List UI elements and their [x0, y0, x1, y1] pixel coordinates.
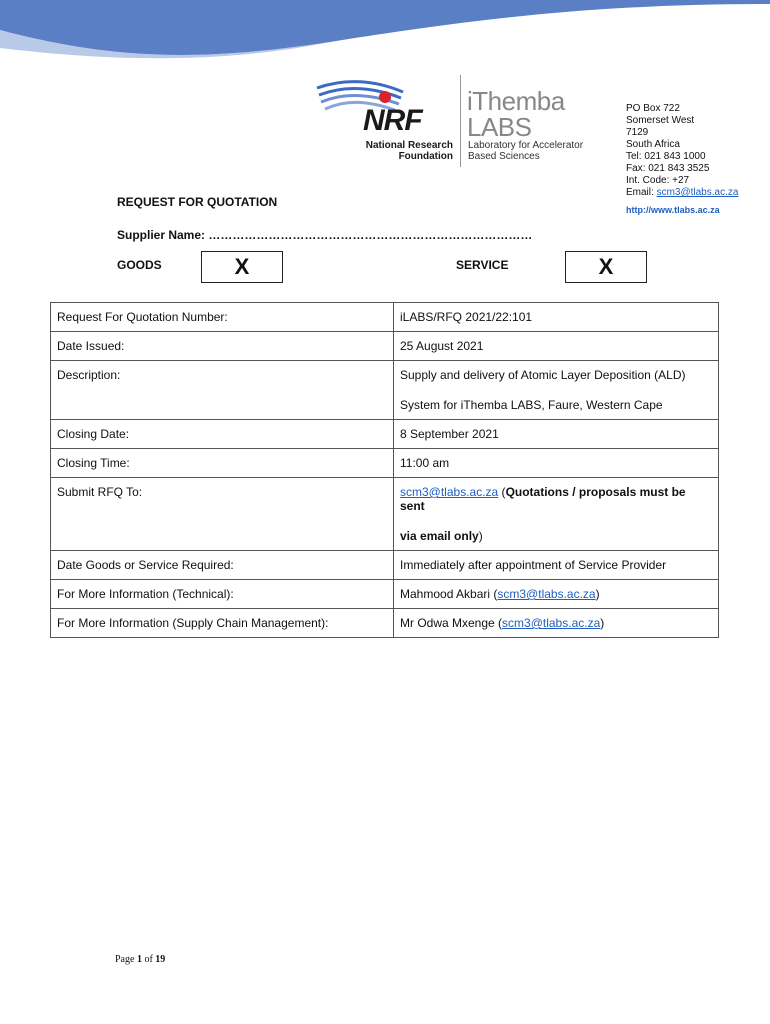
row-key: For More Information (Supply Chain Management):: [51, 609, 394, 638]
table-row: [51, 609, 719, 638]
page-number: Page 1 of 19: [115, 954, 166, 965]
row-key: Date Issued:: [51, 332, 394, 361]
table-row: [51, 580, 719, 609]
service-label: SERVICE: [456, 258, 509, 272]
row-key: Description:: [51, 361, 394, 420]
row-key: Closing Time:: [51, 449, 394, 478]
logo-divider: [460, 75, 461, 167]
row-value: 11:00 am: [394, 449, 719, 478]
row-value: iLABS/RFQ 2021/22:101: [394, 303, 719, 332]
row-key: Request For Quotation Number:: [51, 303, 394, 332]
row-value: 8 September 2021: [394, 420, 719, 449]
table-row: [51, 551, 719, 580]
contact-email-link[interactable]: scm3@tlabs.ac.za: [656, 187, 739, 198]
technical-email-link[interactable]: scm3@tlabs.ac.za: [497, 587, 596, 601]
ithemba-name: iThemba LABS: [467, 86, 565, 142]
row-key: Closing Date:: [51, 420, 394, 449]
row-value: Supply and delivery of Atomic Layer Deposition (ALD) System for iThemba LABS, Faure, Western Cape: [394, 361, 719, 420]
row-value: Mahmood Akbari (scm3@tlabs.ac.za): [394, 580, 719, 609]
nrf-name: National Research Foundation: [365, 140, 453, 162]
goods-label: GOODS: [117, 258, 162, 272]
row-key: Date Goods or Service Required:: [51, 551, 394, 580]
submit-email-link[interactable]: scm3@tlabs.ac.za: [400, 485, 499, 499]
supplier-name-line: Supplier Name: ………………………………………………………………………: [117, 228, 533, 242]
goods-checkbox[interactable]: X: [201, 251, 283, 283]
scm-email-link[interactable]: scm3@tlabs.ac.za: [502, 616, 601, 630]
table-row: [51, 361, 719, 420]
table-row: [51, 449, 719, 478]
table-row: [51, 332, 719, 361]
header-wave-banner: [0, 0, 770, 70]
row-key: Submit RFQ To:: [51, 478, 394, 551]
row-value: Mr Odwa Mxenge (scm3@tlabs.ac.za): [394, 609, 719, 638]
row-key: For More Information (Technical):: [51, 580, 394, 609]
contact-block: PO Box 722 Somerset West 7129 South Africa Tel: 021 843 1000 Fax: 021 843 3525 Int. Code: +27 Email: scm3@tlabs.ac.za: [626, 103, 739, 198]
ithemba-subtitle: Laboratory for Accelerator Based Sciences: [468, 140, 584, 162]
row-value: 25 August 2021: [394, 332, 719, 361]
table-row: [51, 303, 719, 332]
document-title: REQUEST FOR QUOTATION: [117, 195, 278, 209]
table-row: [51, 478, 719, 551]
row-value: Immediately after appointment of Service Provider: [394, 551, 719, 580]
logo-block: [315, 72, 615, 172]
nrf-mark: NRF: [363, 104, 422, 137]
website-link[interactable]: http://www.tlabs.ac.za: [626, 205, 720, 215]
table-row: [51, 420, 719, 449]
service-checkbox[interactable]: X: [565, 251, 647, 283]
rfq-details-table: [50, 302, 719, 638]
row-value: scm3@tlabs.ac.za (Quotations / proposals must be sent via email only): [394, 478, 719, 551]
